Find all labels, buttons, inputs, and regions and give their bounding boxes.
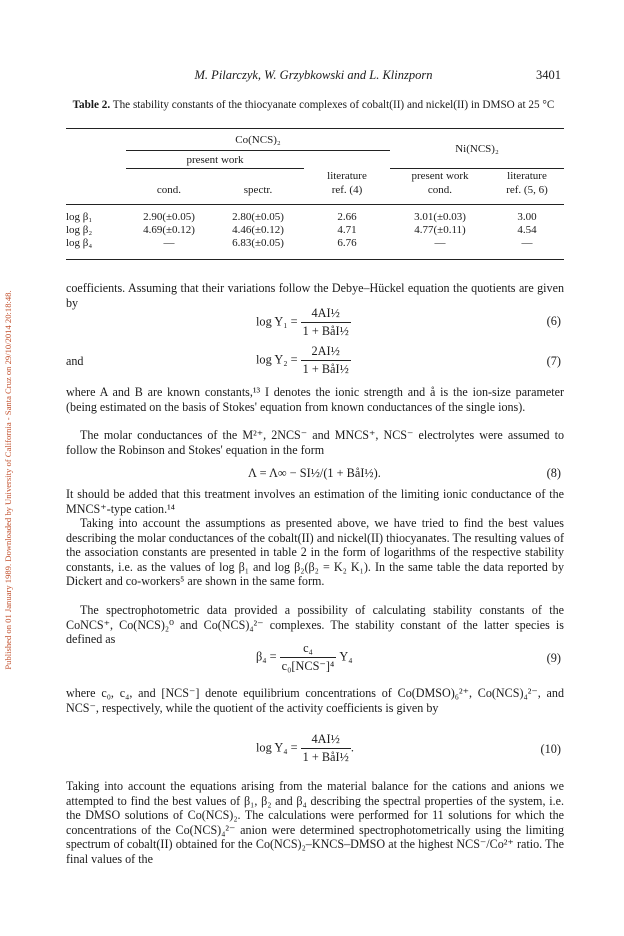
download-watermark <box>2 95 14 865</box>
eq9-lhs: β₄ = <box>256 649 277 664</box>
eq10-denominator: 1 + BåI½ <box>302 750 349 764</box>
equation-8-number: (8) <box>546 466 561 480</box>
cell: 6.76 <box>337 237 357 249</box>
paragraph-debye-huckel: coefficients. Assuming that their variations follow the Debye–Hückel equation the quotients are given by <box>66 281 564 310</box>
table-row <box>66 237 564 250</box>
co-literature-header: literature <box>327 169 367 182</box>
row-label: log β₁ <box>66 211 93 223</box>
cell: — <box>521 237 533 249</box>
equation-8: Λ = Λ∞ − SI½/(1 + BåI½). <box>248 466 381 480</box>
eq9-denominator: c₀[NCS⁻]⁴ <box>281 659 335 673</box>
equation-7-number: (7) <box>546 354 561 368</box>
equation-10-number: (10) <box>540 742 561 756</box>
row-label: log β₄ <box>66 237 93 249</box>
paragraph-material-balance: Taking into account the equations arising from the material balance for the cations and anions we attempted to find the best values of β₁, β₂ and β₄ describing the spectral properties of the system, i.e. the DMSO solutions of Co(NCS)₂. The calculations were performed for 11 solutions for which the concentrations of the Co(NCS)₄²⁻ anion were determined spectrophotometrically using the limiting spectrum of cobalt(II) obtained for the Co(NCS)₂–KNCS–DMSO at the highest NCS⁻/Co²⁺ ratio. The final values of the <box>66 779 564 866</box>
co-ref-header: ref. (4) <box>331 183 363 196</box>
cell: — <box>434 237 446 249</box>
cell: 4.54 <box>517 224 537 236</box>
download-watermark-text: Published on 01 January 1989. Downloaded by University of California - Santa Cruz on 29/10/2014 20:18:48. <box>3 290 13 670</box>
eq7-denominator: 1 + BåI½ <box>302 362 349 376</box>
ni-cond-header: cond. <box>427 183 453 196</box>
cell: 4.69(±0.12) <box>143 224 195 236</box>
paragraph-molar-conductances: The molar conductances of the M²⁺, 2NCS⁻ and MNCS⁺, NCS⁻ electrolytes were assumed to follow the Robinson and Stokes' equation in the form <box>66 428 564 457</box>
eq7-fraction <box>301 344 351 377</box>
eq9-rhs: Y₄ <box>339 649 353 664</box>
cell: 4.71 <box>337 224 357 236</box>
eq6-fraction <box>301 306 351 339</box>
co-cond-header: cond. <box>156 183 182 196</box>
cell: 2.90(±0.05) <box>143 211 195 223</box>
page-number: 3401 <box>536 68 561 82</box>
eq6-lhs: log Y₁ = <box>256 314 298 329</box>
cell: 3.00 <box>517 211 537 223</box>
row-label: log β₂ <box>66 224 93 236</box>
table-row <box>66 224 564 237</box>
cell: — <box>163 237 175 249</box>
eq7-lhs: log Y₂ = <box>256 352 298 367</box>
ni-present-work-header: present work <box>390 169 490 183</box>
eq10-numerator: 4AI½ <box>301 732 351 749</box>
paragraph-limiting-conductance: It should be added that this treatment involves an estimation of the limiting ionic conductance of the MNCS⁺-type cation.¹⁴ <box>66 487 564 516</box>
equation-10 <box>256 732 354 765</box>
co-spectr-header: spectr. <box>243 183 273 196</box>
ni-ref-header: ref. (5, 6) <box>506 183 548 196</box>
cell: 6.83(±0.05) <box>232 237 284 249</box>
cell: 2.80(±0.05) <box>232 211 284 223</box>
table-caption <box>66 98 561 112</box>
stability-constants-table <box>66 128 564 262</box>
equation-7 <box>256 344 351 377</box>
eq6-denominator: 1 + BåI½ <box>302 324 349 338</box>
cell: 4.46(±0.12) <box>232 224 284 236</box>
table-label: Table 2. <box>72 99 111 111</box>
paragraph-equilibrium-concentrations: where c₀, c₄, and [NCS⁻] denote equilibrium concentrations of Co(DMSO)₆²⁺, Co(NCS)₄²⁻, and NCS⁻, respectively, while the quotient of the activity coefficients is given by <box>66 686 564 715</box>
eq6-numerator: 4AI½ <box>301 306 351 323</box>
eq7-numerator: 2AI½ <box>301 344 351 361</box>
equation-6 <box>256 306 351 339</box>
cell: 2.66 <box>337 211 357 223</box>
eq9-fraction <box>280 641 337 674</box>
eq10-tail: . <box>350 740 354 755</box>
eq10-fraction <box>301 732 351 765</box>
cell: 4.77(±0.11) <box>414 224 466 236</box>
cell: 3.01(±0.03) <box>414 211 466 223</box>
paragraph-constants: where A and B are known constants,¹³ I denotes the ionic strength and å is the ion-size parameter (being estimated on the basis of Stokes' equation from known conductances of the single ions). <box>66 385 564 414</box>
paragraph-association-constants: Taking into account the assumptions as presented above, we have tried to find the best values describing the molar conductances of the cobalt(II) and nickel(II) thiocyanates. The resulting values of the association constants are presented in table 2 in the form of logarithms of the respective stability constants, i.e. as the values of log β₁ and log β₂(β₂ = K₂ K₁). In the same table the data reported by Dickert and co-workers⁵ are shown in the same form. <box>66 516 564 588</box>
paragraph-spectrophotometric: The spectrophotometric data provided a possibility of calculating stability constants of the CoNCS⁺, Co(NCS)₂⁰ and Co(NCS)₄²⁻ complexes. The stability constant of the latter species is defined as <box>66 603 564 646</box>
equation-9 <box>256 641 353 674</box>
ni-literature-header: literature <box>490 169 564 183</box>
equation-9-number: (9) <box>546 651 561 665</box>
table-caption-text: The stability constants of the thiocyanate complexes of cobalt(II) and nickel(II) in DMSO at 25 °C <box>112 99 555 111</box>
and-text: and <box>66 354 84 368</box>
co-header: Co(NCS)₂ <box>126 129 390 151</box>
table-row <box>66 211 564 224</box>
equation-6-number: (6) <box>546 314 561 328</box>
running-head <box>66 68 561 84</box>
ni-header: Ni(NCS)₂ <box>390 129 564 169</box>
running-head-authors: M. Pilarczyk, W. Grzybkowski and L. Klinzporn <box>194 68 433 82</box>
eq10-lhs: log Y₄ = <box>256 740 298 755</box>
eq9-numerator: c₄ <box>280 641 337 658</box>
co-present-work-header: present work <box>126 151 304 169</box>
